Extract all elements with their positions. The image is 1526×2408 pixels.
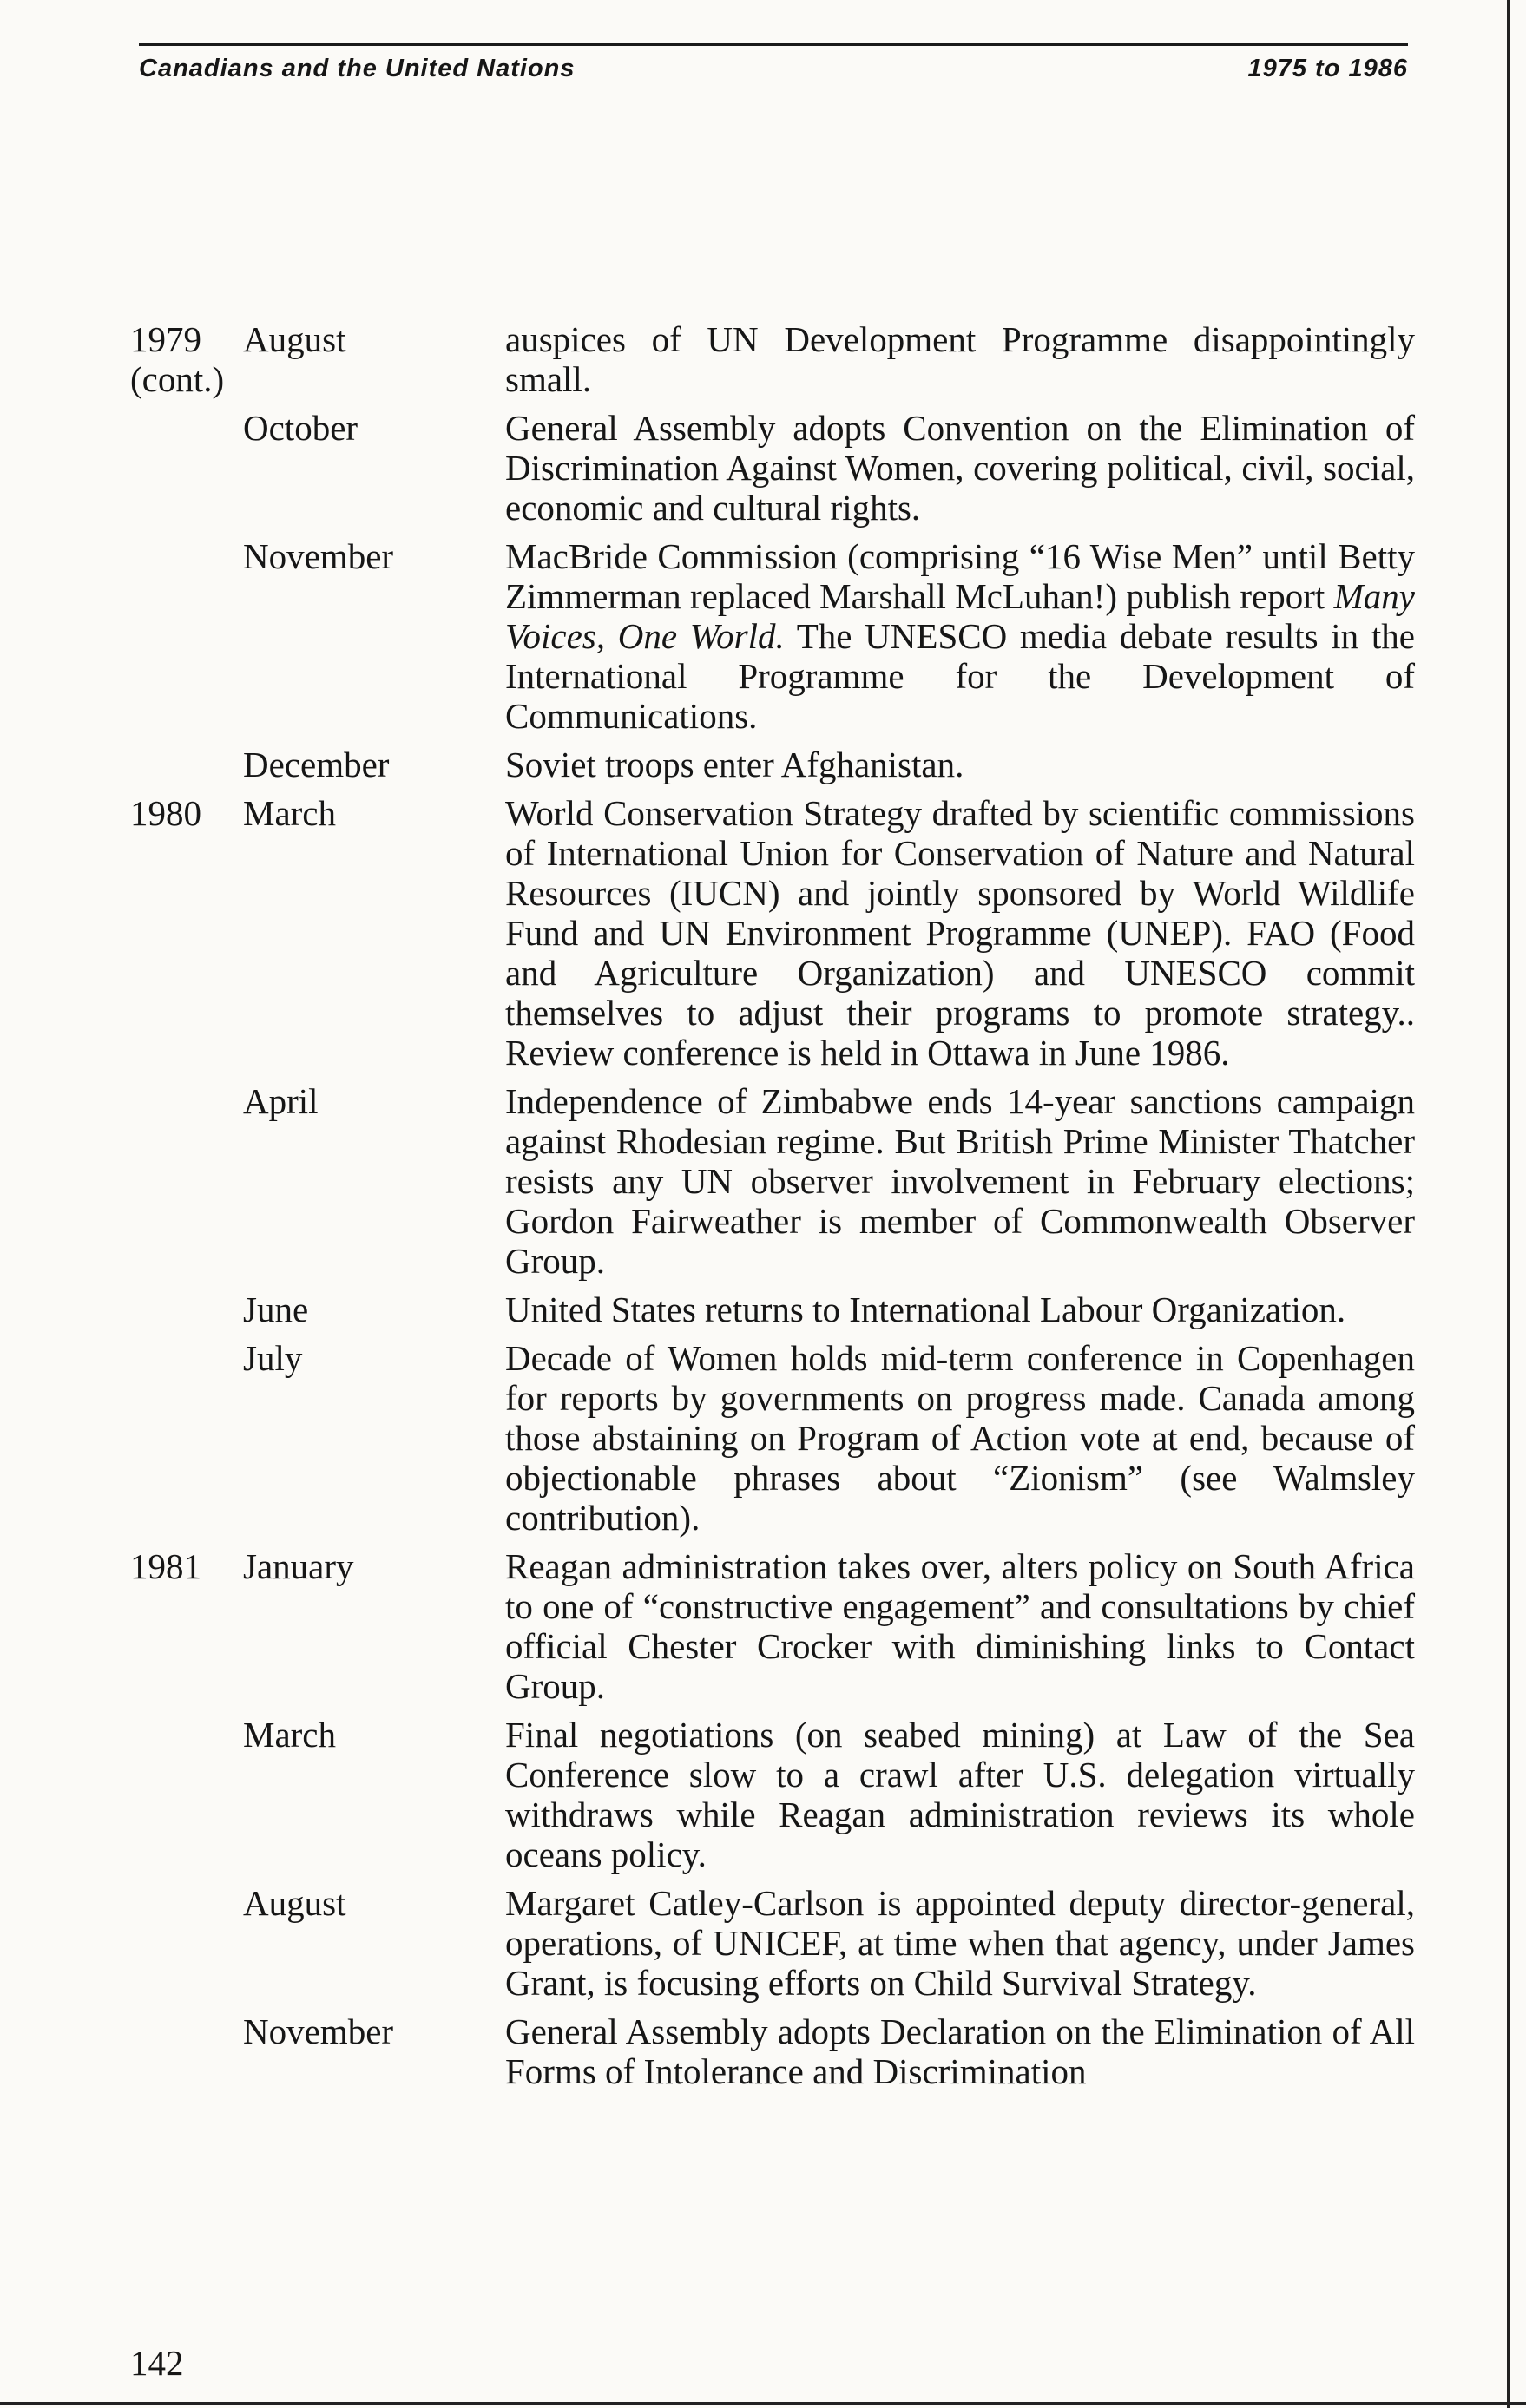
timeline-entry — [130, 745, 1415, 784]
timeline-entry — [130, 408, 1415, 528]
entry-description: Decade of Women holds mid-term conference in Copenhagen for reports by governments on progress made. Canada among those abstaining on Program of Action vote at end, because of objectionable phrases about “Zionism” (see Walmsley contribution). — [505, 1338, 1415, 1538]
entry-description: Margaret Catley-Carlson is appointed deputy director-general, operations, of UNICEF, at time when that agency, under James Grant, is focusing efforts on Child Survival Strategy. — [505, 1883, 1415, 2003]
entry-year — [130, 1715, 243, 1874]
timeline-entry — [130, 536, 1415, 736]
timeline-entry — [130, 793, 1415, 1073]
entry-description: Soviet troops enter Afghanistan. — [505, 745, 964, 784]
report-title: Many Voices, One World. — [505, 576, 1415, 656]
entry-month: March — [243, 793, 337, 833]
page-number: 142 — [130, 2343, 184, 2383]
entry-year — [130, 1338, 243, 1538]
description-text: MacBride Commission (comprising “16 Wise Men” until Betty Zimmerman replaced Marshall McLuhan!) publish report — [505, 536, 1415, 616]
timeline-entry — [130, 1883, 1415, 2003]
timeline-entry — [130, 2011, 1415, 2091]
entry-month: October — [243, 408, 358, 448]
entry-year — [130, 536, 243, 736]
page-edge-bottom — [0, 2402, 1526, 2405]
entry-month: January — [243, 1546, 354, 1586]
entry-month: August — [243, 319, 346, 359]
timeline-entry — [130, 1289, 1415, 1329]
entry-year — [130, 408, 243, 528]
entry-year — [130, 2011, 243, 2091]
date-range: 1975 to 1986 — [1247, 55, 1408, 82]
entry-description: General Assembly adopts Declaration on the Elimination of All Forms of Intolerance and Discrimination — [505, 2011, 1415, 2091]
entry-month: December — [243, 745, 390, 784]
timeline-entry — [130, 1715, 1415, 1874]
entry-description: Reagan administration takes over, alters policy on South Africa to one of “constructive engagement” and consultations by chief official Chester Crocker with diminishing links to Contact Group. — [505, 1546, 1415, 1706]
entry-description: United States returns to International Labour Organization. — [505, 1289, 1346, 1329]
year-continued-note: (cont.) — [130, 359, 225, 399]
entry-month: November — [243, 2011, 394, 2051]
timeline-entry — [130, 1338, 1415, 1538]
entry-month: July — [243, 1338, 303, 1378]
year-label: 1979 — [130, 319, 201, 359]
entry-year: 1980 — [130, 793, 201, 833]
entry-year — [130, 1081, 243, 1281]
entry-month: April — [243, 1081, 319, 1121]
timeline-entry — [130, 1546, 1415, 1706]
book-title: Canadians and the United Nations — [139, 55, 576, 82]
entry-year — [130, 319, 243, 399]
entry-description: Independence of Zimbabwe ends 14-year sanctions campaign against Rhodesian regime. But British Prime Minister Thatcher resists any UN observer involvement in February elections; Gordon Fairweather is member of Commonwealth Observer Group. — [505, 1081, 1415, 1281]
entry-year: 1981 — [130, 1546, 201, 1586]
entry-month: March — [243, 1715, 337, 1755]
entry-year — [130, 745, 243, 784]
entry-month: November — [243, 536, 394, 576]
entry-year — [130, 1289, 243, 1329]
entry-description — [505, 536, 1415, 736]
entry-month: August — [243, 1883, 346, 1923]
page-edge-right — [1507, 0, 1510, 2408]
entry-description: Final negotiations (on seabed mining) at Law of the Sea Conference slow to a crawl after U.S. delegation virtually withdraws while Reagan administration reviews its whole oceans policy. — [505, 1715, 1415, 1874]
entry-year — [130, 1883, 243, 2003]
running-header — [139, 43, 1408, 83]
entry-description: World Conservation Strategy drafted by scientific commissions of International Union for Conservation of Nature and Natural Resources (IUCN) and jointly sponsored by World Wildlife Fund and UN Environment Programme (UNEP). FAO (Food and Agriculture Organization) and UNESCO commit themselves to adjust their programs to promote strategy.. Review conference is held in Ottawa in June 1986. — [505, 793, 1415, 1073]
chronology-timeline — [130, 319, 1415, 2100]
entry-month: June — [243, 1289, 309, 1329]
timeline-entry — [130, 1081, 1415, 1281]
entry-description: General Assembly adopts Convention on the Elimination of Discrimination Against Women, covering political, civil, social, economic and cultural rights. — [505, 408, 1415, 528]
description-text: The UNESCO media debate results in the International Programme for the Development of Communications. — [505, 616, 1415, 736]
entry-description: auspices of UN Development Programme disappointingly small. — [505, 319, 1415, 399]
timeline-entry — [130, 319, 1415, 399]
